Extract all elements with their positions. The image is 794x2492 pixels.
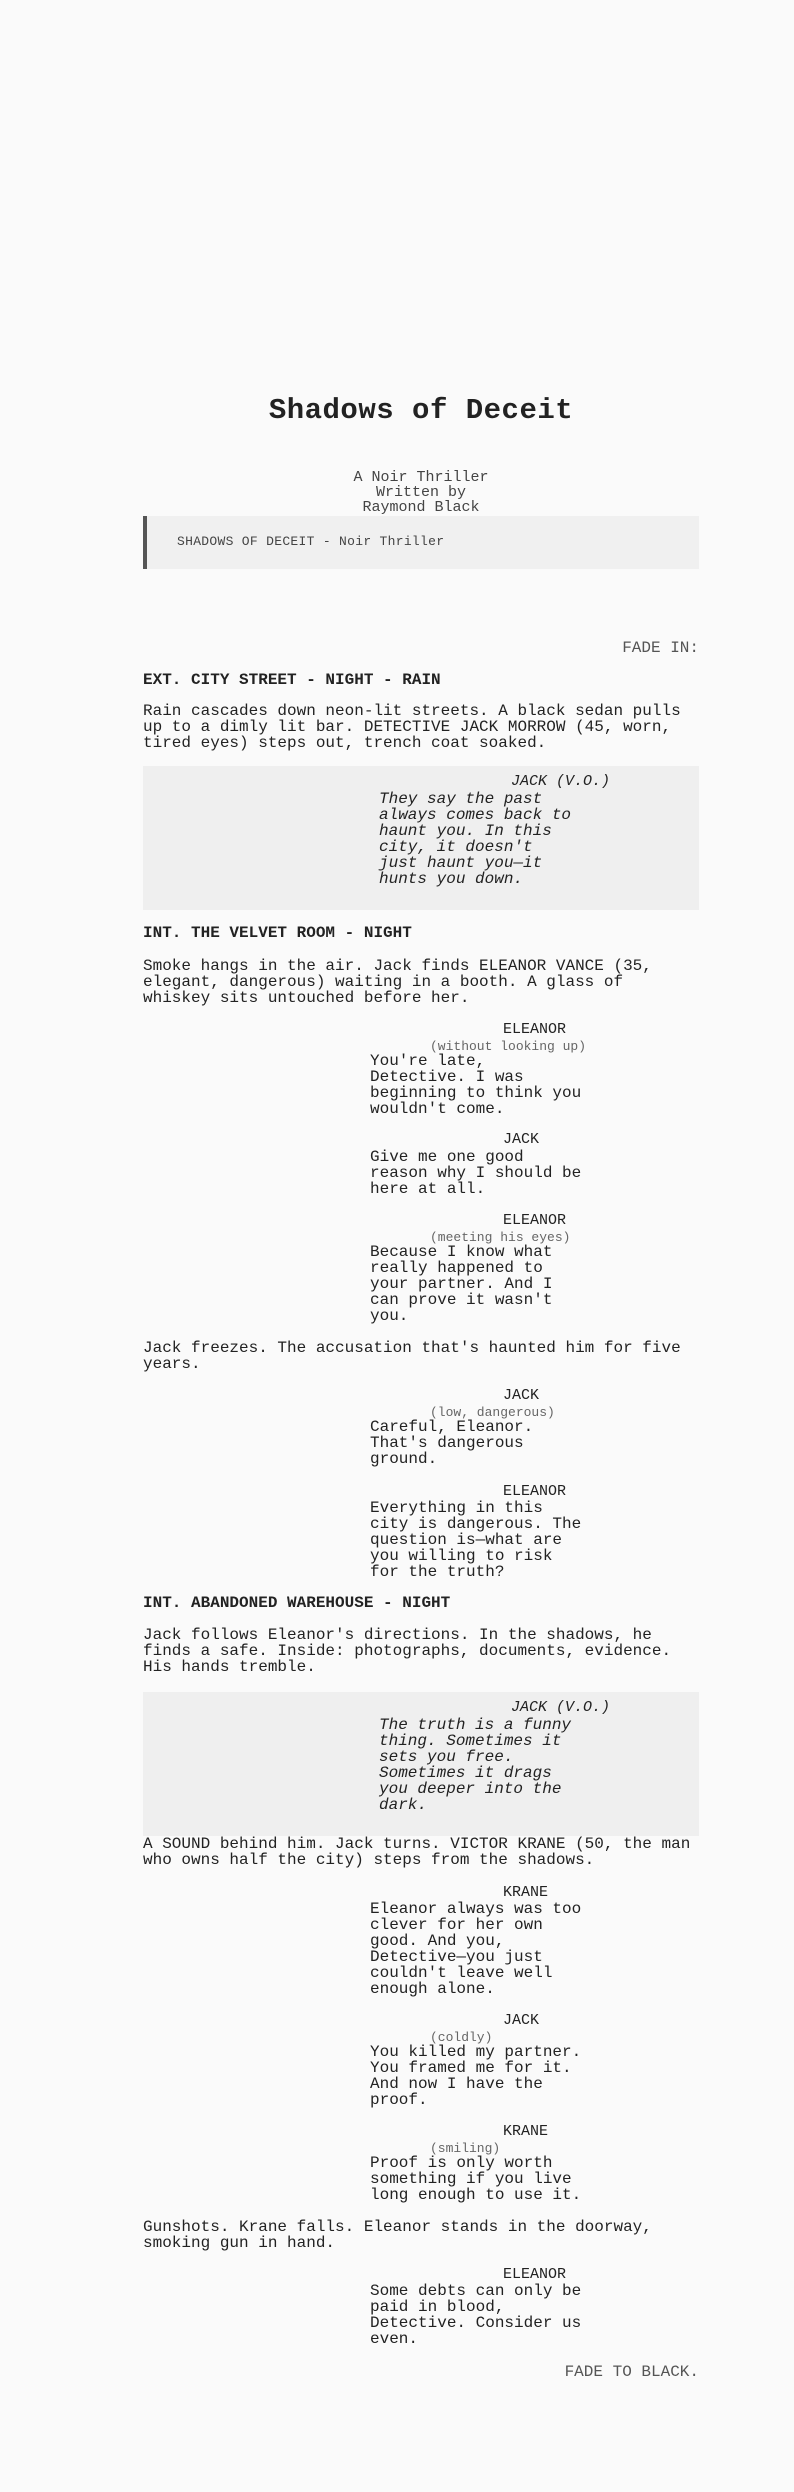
character-cue: JACK (503, 2012, 540, 2029)
dialogue-line: hunts you down. (379, 870, 524, 888)
action-block-2 (143, 958, 699, 1006)
action-line: years. (143, 1355, 201, 1373)
dialogue-line: proof. (370, 2091, 428, 2109)
character-cue: JACK (V.O.) (511, 1699, 611, 1716)
dialogue-line: enough alone. (370, 1980, 495, 1998)
action-line: Jack follows Eleanor's directions. In the shadows, he (143, 1626, 652, 1644)
dialogue-line: You framed me for it. (370, 2059, 572, 2077)
character-cue: ELEANOR (503, 1212, 567, 1229)
dialogue-line: good. And you, (370, 1932, 505, 1950)
dialogue-line: Detective. Consider us (370, 2314, 582, 2332)
action-line: Rain cascades down neon-lit streets. A black sedan pulls (143, 702, 681, 720)
dialogue-line: Eleanor always was too (370, 1900, 582, 1918)
dialogue-line: sets you free. (379, 1748, 514, 1766)
dialogue-line: ground. (370, 1450, 438, 1468)
dialogue-line: really happened to (370, 1259, 543, 1277)
character-cue: ELEANOR (503, 2266, 567, 2283)
genre-line: A Noir Thriller (353, 469, 489, 486)
dialogue-line: You killed my partner. (370, 2043, 582, 2061)
action-block-3 (143, 1340, 699, 1372)
dialogue-block (370, 1053, 581, 1117)
dialogue-block (370, 1244, 552, 1324)
action-block-1 (143, 703, 699, 751)
dialogue-block (370, 2155, 581, 2203)
action-block-6 (143, 2219, 699, 2251)
dialogue-line: just haunt you—it (379, 854, 543, 872)
character-cue: JACK (503, 1131, 540, 1148)
action-line: who owns half the city) steps from the shadows. (143, 1851, 595, 1869)
action-line: Smoke hangs in the air. Jack finds ELEANOR VANCE (35, (143, 957, 652, 975)
scene-heading-2: INT. THE VELVET ROOM - NIGHT (143, 924, 412, 942)
dialogue-line: The truth is a funny (379, 1716, 572, 1734)
character-cue: JACK (V.O.) (511, 773, 611, 790)
action-line: Jack freezes. The accusation that's haunted him for five (143, 1339, 681, 1357)
author-line: Raymond Black (362, 499, 480, 516)
parenthetical: (smiling) (430, 2141, 501, 2156)
action-block-4 (143, 1627, 699, 1675)
dialogue-line: Give me one good (370, 1148, 524, 1166)
action-line: tired eyes) steps out, trench coat soaked. (143, 734, 547, 752)
character-cue: KRANE (503, 1884, 549, 1901)
character-cue: ELEANOR (503, 1483, 567, 1500)
character-cue: JACK (503, 1387, 540, 1404)
scene-heading-3: INT. ABANDONED WAREHOUSE - NIGHT (143, 1594, 451, 1612)
action-line: A SOUND behind him. Jack turns. VICTOR KRANE (50, the man (143, 1835, 691, 1853)
screenplay-title: Shadows of Deceit (268, 394, 574, 427)
dialogue-line: you deeper into the (379, 1780, 562, 1798)
action-line: elegant, dangerous) waiting in a booth. A glass of (143, 973, 624, 991)
dialogue-line: you willing to risk (370, 1547, 553, 1565)
dialogue-line: They say the past (379, 790, 543, 808)
dialogue-line: long enough to use it. (370, 2186, 582, 2204)
scene-heading-1: EXT. CITY STREET - NIGHT - RAIN (143, 671, 441, 689)
dialogue-line: couldn't leave well (370, 1964, 553, 1982)
character-cue: ELEANOR (503, 1021, 567, 1038)
parenthetical: (without looking up) (430, 1039, 587, 1054)
voice-over-dialogue (379, 1717, 571, 1813)
dialogue-line: That's dangerous (370, 1434, 524, 1452)
action-line: Gunshots. Krane falls. Eleanor stands in the doorway, (143, 2218, 652, 2236)
dialogue-line: Everything in this (370, 1499, 543, 1517)
written-by-line: Written by (375, 484, 466, 501)
character-cue: KRANE (503, 2123, 549, 2140)
dialogue-line: something if you live (370, 2170, 572, 2188)
dialogue-line: question is—what are (370, 1531, 563, 1549)
dialogue-block (370, 1419, 533, 1467)
parenthetical: (low, dangerous) (430, 1405, 555, 1420)
parenthetical: (meeting his eyes) (430, 1230, 571, 1245)
dialogue-line: can prove it wasn't (370, 1291, 553, 1309)
dialogue-line: paid in blood, (370, 2298, 505, 2316)
dialogue-line: wouldn't come. (370, 1100, 505, 1118)
fade-out-transition: FADE TO BLACK. (564, 2363, 699, 2381)
action-line: finds a safe. Inside: photographs, documents, evidence. (143, 1642, 672, 1660)
parenthetical: (coldly) (430, 2030, 493, 2045)
dialogue-line: always comes back to (379, 806, 572, 824)
dialogue-line: haunt you. In this (379, 822, 552, 840)
action-line: smoking gun in hand. (143, 2234, 336, 2252)
dialogue-line: even. (370, 2330, 419, 2348)
dialogue-block (370, 2044, 581, 2108)
dialogue-line: thing. Sometimes it (379, 1732, 562, 1750)
dialogue-block (370, 2283, 581, 2347)
dialogue-line: Some debts can only be (370, 2282, 582, 2300)
dialogue-block (370, 1149, 581, 1197)
dialogue-line: reason why I should be (370, 1164, 582, 1182)
dialogue-line: You're late, (370, 1052, 486, 1070)
voice-over-dialogue (379, 791, 571, 887)
dialogue-line: Detective. I was (370, 1068, 524, 1086)
action-block-5 (143, 1836, 699, 1868)
title-meta (143, 470, 699, 515)
action-line: whiskey sits untouched before her. (143, 989, 470, 1007)
voice-over-box-1 (143, 766, 699, 910)
dialogue-line: city, it doesn't (379, 838, 533, 856)
dialogue-line: Detective—you just (370, 1948, 543, 1966)
voice-over-box-2 (143, 1692, 699, 1836)
dialogue-line: clever for her own (370, 1916, 543, 1934)
dialogue-line: Proof is only worth (370, 2154, 553, 2172)
dialogue-block (370, 1901, 581, 1997)
dialogue-line: Sometimes it drags (379, 1764, 552, 1782)
action-line: His hands tremble. (143, 1658, 316, 1676)
dialogue-line: beginning to think you (370, 1084, 582, 1102)
dialogue-line: And now I have the (370, 2075, 543, 2093)
fade-in-transition: FADE IN: (622, 639, 699, 657)
dialogue-line: for the truth? (370, 1563, 505, 1581)
title-banner (143, 516, 699, 569)
dialogue-line: Because I know what (370, 1243, 553, 1261)
dialogue-line: your partner. And I (370, 1275, 553, 1293)
dialogue-line: city is dangerous. The (370, 1515, 582, 1533)
dialogue-line: Careful, Eleanor. (370, 1418, 534, 1436)
dialogue-block (370, 1500, 581, 1580)
action-line: up to a dimly lit bar. DETECTIVE JACK MORROW (45, worn, (143, 718, 672, 736)
dialogue-line: dark. (379, 1796, 428, 1814)
dialogue-line: here at all. (370, 1180, 486, 1198)
banner-text: SHADOWS OF DECEIT - Noir Thriller (177, 534, 445, 549)
dialogue-line: you. (370, 1307, 409, 1325)
